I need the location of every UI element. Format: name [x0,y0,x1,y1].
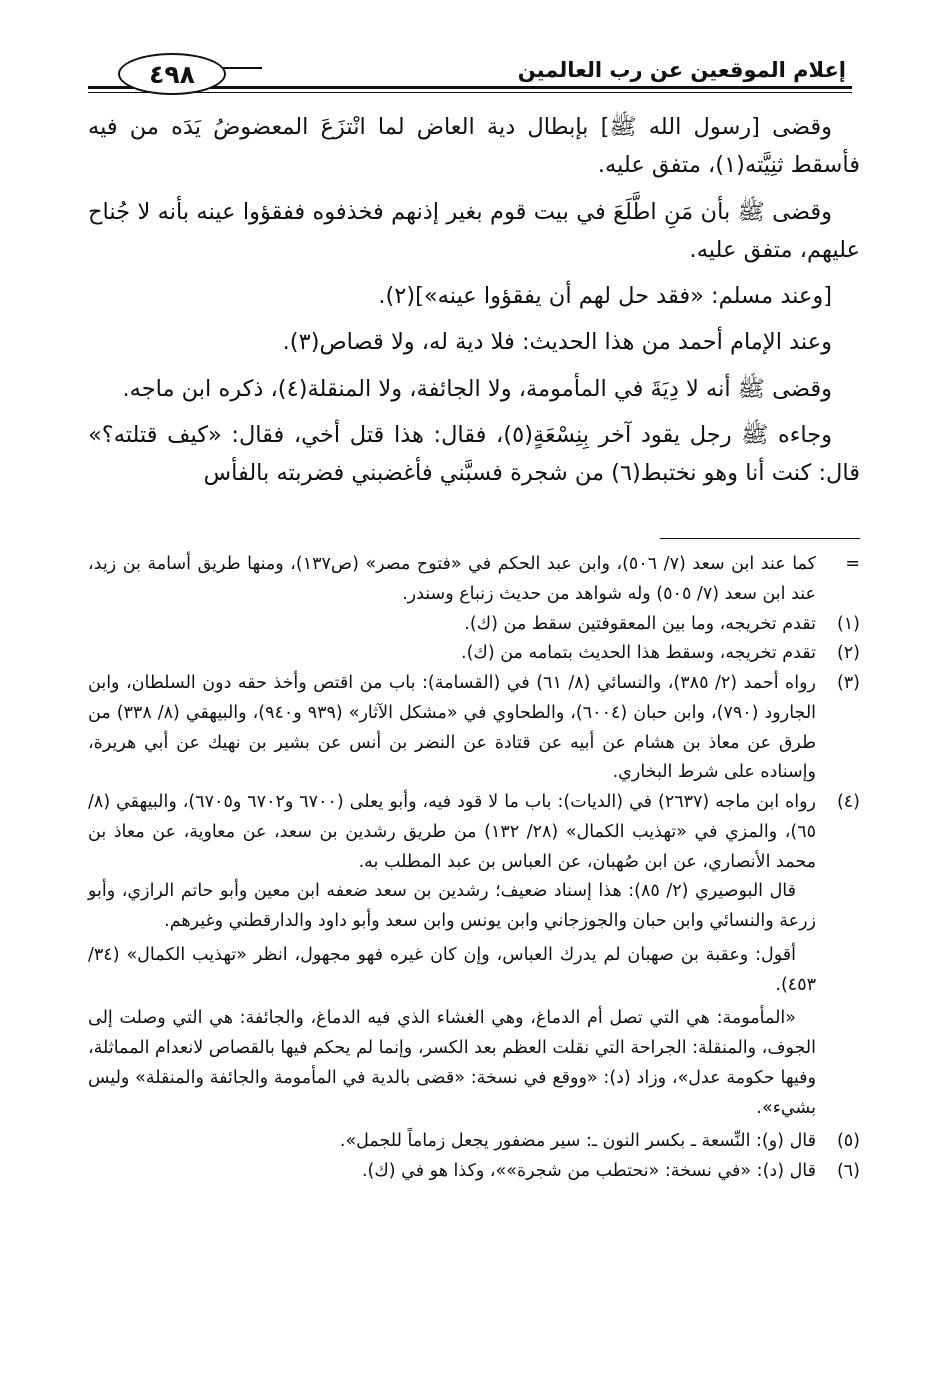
footnote-text: قال (د): «في نسخة: «نحتطب من شجرة»»، وكذا هو في (ك). [361,1161,816,1181]
book-title: إعلام الموقعين عن رب العالمين [517,58,846,82]
page-number-badge [118,53,226,95]
footnote-marker: (١) [836,613,860,634]
footnote-marker: (٥) [836,1131,860,1152]
paragraph: وعند الإمام أحمد من هذا الحديث: فلا دية له، ولا قصاص(٣). [282,329,832,356]
footnote-text: قال (و): النِّسعة ـ بكسر النون ـ: سير مضفور يجعل زماماً للجمل». [339,1131,816,1152]
footnote-separator [660,538,860,539]
footnote-marker: (٣) [836,673,860,693]
paragraph: [وعند مسلم: «فقد حل لهم أن يفقؤوا عينه»](٢). [378,283,832,309]
footnote-marker: (٢) [836,643,860,664]
footnote-text: رواه ابن ماجه (٢٦٣٧) في (الديات): باب ما لا قود فيه، وأبو يعلى (٦٧٠٠ و٦٧٠٢ و٦٧٠٥)، والبيهقي (٨/ ٦٥)، والمزي في «تهذيب الكمال» (٢٨/ ١٣٢) من طريق رشدين بن سعد، عن معاوية، عن معاذ بن محمد الأنصاري، عن ابن صُهبان، عن العباس بن عبد المطلب به. [88,792,817,872]
footnote-paragraph: قال البوصيري (٢/ ٨٥): هذا إسناد ضعيف؛ رشدين بن سعد ضعفه ابن معين وأبو حاتم الرازي، وأبو زرعة والنسائي وابن حبان والجوزجاني وابن يونس وابن سعد وأبو داود والدارقطني وغيرهم. [88,881,816,931]
footnote-6 [88,1157,860,1187]
footnote-marker: (٤) [836,792,860,812]
footnote-3 [88,669,860,788]
footnote-paragraph: أقول: وعقبة بن صهبان لم يدرك العباس، وإن كان غيره فهو مجهول، انظر «تهذيب الكمال» (٣٤/ ٤٥٣). [88,944,816,995]
paragraph: وقضى ﷺ أنه لا دِيَةَ في المأمومة، ولا الجائفة، ولا المنقلة(٤)، ذكره ابن ماجه. [122,375,832,402]
paragraph: وقضى ﷺ بأن مَنِ اطَّلَعَ في بيت قوم بغير إذنهم فخذفوه ففقؤوا عينه بأنه لا جُناح عليهم، متفق عليه. [88,198,860,263]
footnote-text: تقدم تخريجه، وسقط هذا الحديث بتمامه من (ك). [461,643,816,664]
footnote-text: تقدم تخريجه، وما بين المعقوفتين سقط من (ك). [464,613,816,634]
footnote-marker: (٦) [836,1161,860,1181]
paragraph: وجاءه ﷺ رجل يقود آخر بِنِسْعَةٍ(٥)، فقال: هذا قتل أخي، فقال: «كيف قتلته؟» قال: كنت أنا وهو نختبط(٦) من شجرة فسبَّني فأغضبني فضربته بالفأس [88,421,860,486]
footnote-continuation [88,550,860,610]
main-text [88,108,860,500]
page-number: ٤٩٨ [149,59,195,89]
footnote-text: كما عند ابن سعد (٧/ ٥٠٦)، وابن عبد الحكم في «فتوح مصر» (ص١٣٧)، ومنها طريق أسامة بن زيد، عند ابن سعد (٧/ ٥٠٥) وله شواهد من حديث زنباع وسندر. [88,554,816,604]
footnote-1 [88,610,860,640]
footnote-4 [88,788,860,877]
footnote-text: رواه أحمد (٢/ ٣٨٥)، والنسائي (٨/ ٦١) في (القسامة): باب من اقتص وأخذ حقه دون السلطان، وابن الجارود (٧٩٠)، وابن حبان (٦٠٠٤)، والطحاوي في «مشكل الآثار» (٩٣٩ و٩٤٠)، والبيهقي (٨/ ٣٣٨) من طرق عن معاذ بن هشام عن أبيه عن قتادة عن النضر بن أنس عن بشير بن نهيك عن أبي هريرة، وإسناده على شرط البخاري. [88,673,817,783]
footnote-5 [88,1127,860,1157]
paragraph: وقضى [رسول الله ﷺ] بإبطال دية العاض لما انْتزَعَ المعضوضُ يَدَه من فيه فأسقط ثنِيَّته(١)، متفق عليه. [88,114,860,179]
footnotes [88,550,860,1187]
footnote-marker: = [845,554,860,574]
header-rule-thin [88,92,852,93]
footnote-2 [88,639,860,669]
footnote-paragraph: «المأمومة: هي التي تصل أم الدماغ، وهي الغشاء الذي فيه الدماغ، والجائفة: هي التي وصلت إلى الجوف، والمنقلة: الجراحة التي نقلت العظم بعد الكسر، وإنما لم يحكم فيها بالقصاص لانعدام المماثلة، وفيها حكومة عدل»، وزاد (د): «ووقع في نسخة: «قضى بالدية في المأمومة والجائفة والمنقلة» وليس بشيء». [88,1008,816,1118]
running-header [88,50,852,95]
badge-ornament [222,67,262,69]
